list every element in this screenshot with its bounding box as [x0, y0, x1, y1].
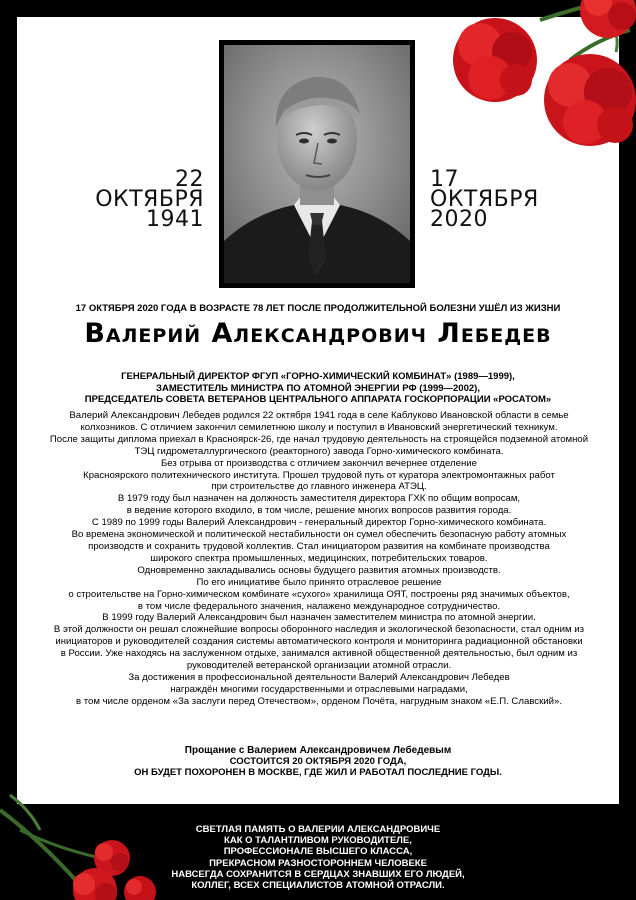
biography	[24, 410, 614, 708]
farewell-line: Прощание с Валерием Александровичем Лебедевым	[184, 745, 452, 756]
carnation-flower	[544, 54, 636, 146]
bio-line: Во времена экономической и политической нестабильности он сумел обеспечить безопасную работу атомных	[71, 529, 567, 541]
memory-line: ПРЕКРАСНОМ РАЗНОСТОРОННЕМ ЧЕЛОВЕКЕ	[209, 857, 427, 869]
bio-line: В 1979 году был назначен на должность заместителя директора ГХК по общим вопросам,	[117, 493, 521, 505]
memory-line: СВЕТЛАЯ ПАМЯТЬ О ВАЛЕРИИ АЛЕКСАНДРОВИЧЕ	[195, 824, 441, 835]
bio-line: По его инициативе было принято отраслевое решение	[196, 576, 442, 588]
person-name: Валерий Александрович Лебедев	[84, 318, 552, 349]
bio-line: За достижения в профессиональной деятельности Валерий Александрович Лебедев	[128, 671, 510, 683]
memorial-text	[150, 824, 486, 891]
bio-line: при строительстве до главного инженера АТЭЦ.	[211, 481, 427, 493]
birth-date: 22 ОКТЯБРЯ 1941	[95, 167, 204, 232]
farewell-line: ОН БУДЕТ ПОХОРОНЕН В МОСКВЕ, ГДЕ ЖИЛ И РАБОТАЛ ПОСЛЕДНИЕ ГОДЫ.	[134, 767, 502, 778]
bio-line: колхозников. С отличием закончил семилетнюю школу и поступил в Ивановский энергетический техникум.	[80, 421, 558, 433]
position-line: ПРЕДСЕДАТЕЛЬ СОВЕТА ВЕТЕРАНОВ ЦЕНТРАЛЬНОГО АППАРАТА ГОСКОРПОРАЦИИ «РОСАТОМ»	[84, 394, 552, 405]
bio-line: ТЭЦ гидрометаллургического (реакторного) завода Горно-химического комбината.	[134, 445, 504, 457]
bio-line: С 1989 по 1999 годы Валерий Александрович - генеральный директор Горно-химического комбината.	[91, 517, 547, 529]
memory-line: КАК О ТАЛАНТЛИВОМ РУКОВОДИТЕЛЕ,	[224, 835, 412, 847]
memory-line: ПРОФЕССИОНАЛЕ ВЫСШЕГО КЛАССА,	[223, 846, 413, 858]
carnations-top-right	[420, 0, 636, 160]
death-date: 17 ОКТЯБРЯ 2020	[430, 167, 539, 232]
bio-line: в России. Уже находясь на заслуженном отдыхе, занимался активной общественной деятельностью, был одним из	[60, 648, 578, 660]
carnation-flower	[124, 876, 156, 900]
bio-line: Одновременно закладывались основы будущего развития атомных производств.	[137, 564, 501, 576]
bio-line: награждён многими государственными и отраслевыми наградами,	[170, 683, 468, 695]
bio-line: инициаторов и руководителей создания системы автоматического контроля и мониторинга радиационной обстановки	[55, 636, 583, 648]
bio-line: В 1999 году Валерий Александрович был назначен заместителем министра по атомной энергии.	[102, 612, 536, 624]
bio-line: руководителей ветеранской организации атомной отрасли.	[186, 660, 452, 672]
bio-line: После защиты диплома приехал в Красноярск-26, где начал трудовую деятельность на строящейся подземной атомной	[49, 433, 589, 445]
bio-line: Валерий Александрович Лебедев родился 22 октября 1941 года в селе Каблуково Ивановской области в семье	[69, 410, 569, 421]
bio-line: в том числе федерального значения, налажено международное сотрудничество.	[137, 600, 501, 612]
death-announcement: 17 ОКТЯБРЯ 2020 ГОДА В ВОЗРАСТЕ 78 ЛЕТ ПОСЛЕ ПРОДОЛЖИТЕЛЬНОЙ БОЛЕЗНИ УШЁЛ ИЗ ЖИЗНИ	[75, 303, 561, 314]
farewell-line: СОСТОИТСЯ 20 ОКТЯБРЯ 2020 ГОДА,	[229, 756, 407, 767]
portrait-photo	[224, 45, 410, 283]
memory-line: НАВСЕГДА СОХРАНИТСЯ В СЕРДЦАХ ЗНАВШИХ ЕГО ЛЮДЕЙ,	[171, 868, 465, 880]
memory-line: КОЛЛЕГ, ВСЕХ СПЕЦИАЛИСТОВ АТОМНОЙ ОТРАСЛИ.	[191, 880, 445, 892]
portrait-frame	[219, 40, 415, 288]
bio-line: о строительстве на Горно-химическом комбинате «сухого» хранилища ОЯТ, построены ряд значимых объектов,	[68, 588, 570, 600]
position-line: ЗАМЕСТИТЕЛЬ МИНИСТРА ПО АТОМНОЙ ЭНЕРГИИ РФ (1999—2002),	[156, 382, 480, 394]
bio-line: Красноярского политехнического института. Прошел трудовой путь от куратора электромонтажных работ	[83, 469, 555, 481]
carnation-flower	[453, 18, 537, 102]
bio-line: производств и сохранить трудовой коллектив. Стал инициатором развития на комбинате производства	[88, 540, 550, 552]
position-line: ГЕНЕРАЛЬНЫЙ ДИРЕКТОР ФГУП «ГОРНО-ХИМИЧЕСКИЙ КОМБИНАТ» (1989—1999),	[121, 371, 515, 382]
farewell-notice	[40, 745, 596, 778]
bio-line: в ведение которого входило, в том числе, решение многих вопросов развития города.	[126, 505, 512, 517]
bio-line: в том числе орденом «За заслуги перед Отечеством», орденом Почёта, нагрудным знаком «Е.П. Славский».	[76, 695, 562, 707]
bio-line: широкого спектра промышленных, медицинских, потребительских товаров.	[150, 552, 488, 564]
positions-list	[60, 371, 576, 406]
carnations-bottom-left	[0, 790, 180, 900]
bio-line: Без отрыва от производства с отличием закончил вечернее отделение	[161, 457, 477, 469]
bio-line: В этой должности он решал сложнейшие вопросы оборонного наследия и экологической безопасности, стал одним из	[53, 624, 585, 636]
